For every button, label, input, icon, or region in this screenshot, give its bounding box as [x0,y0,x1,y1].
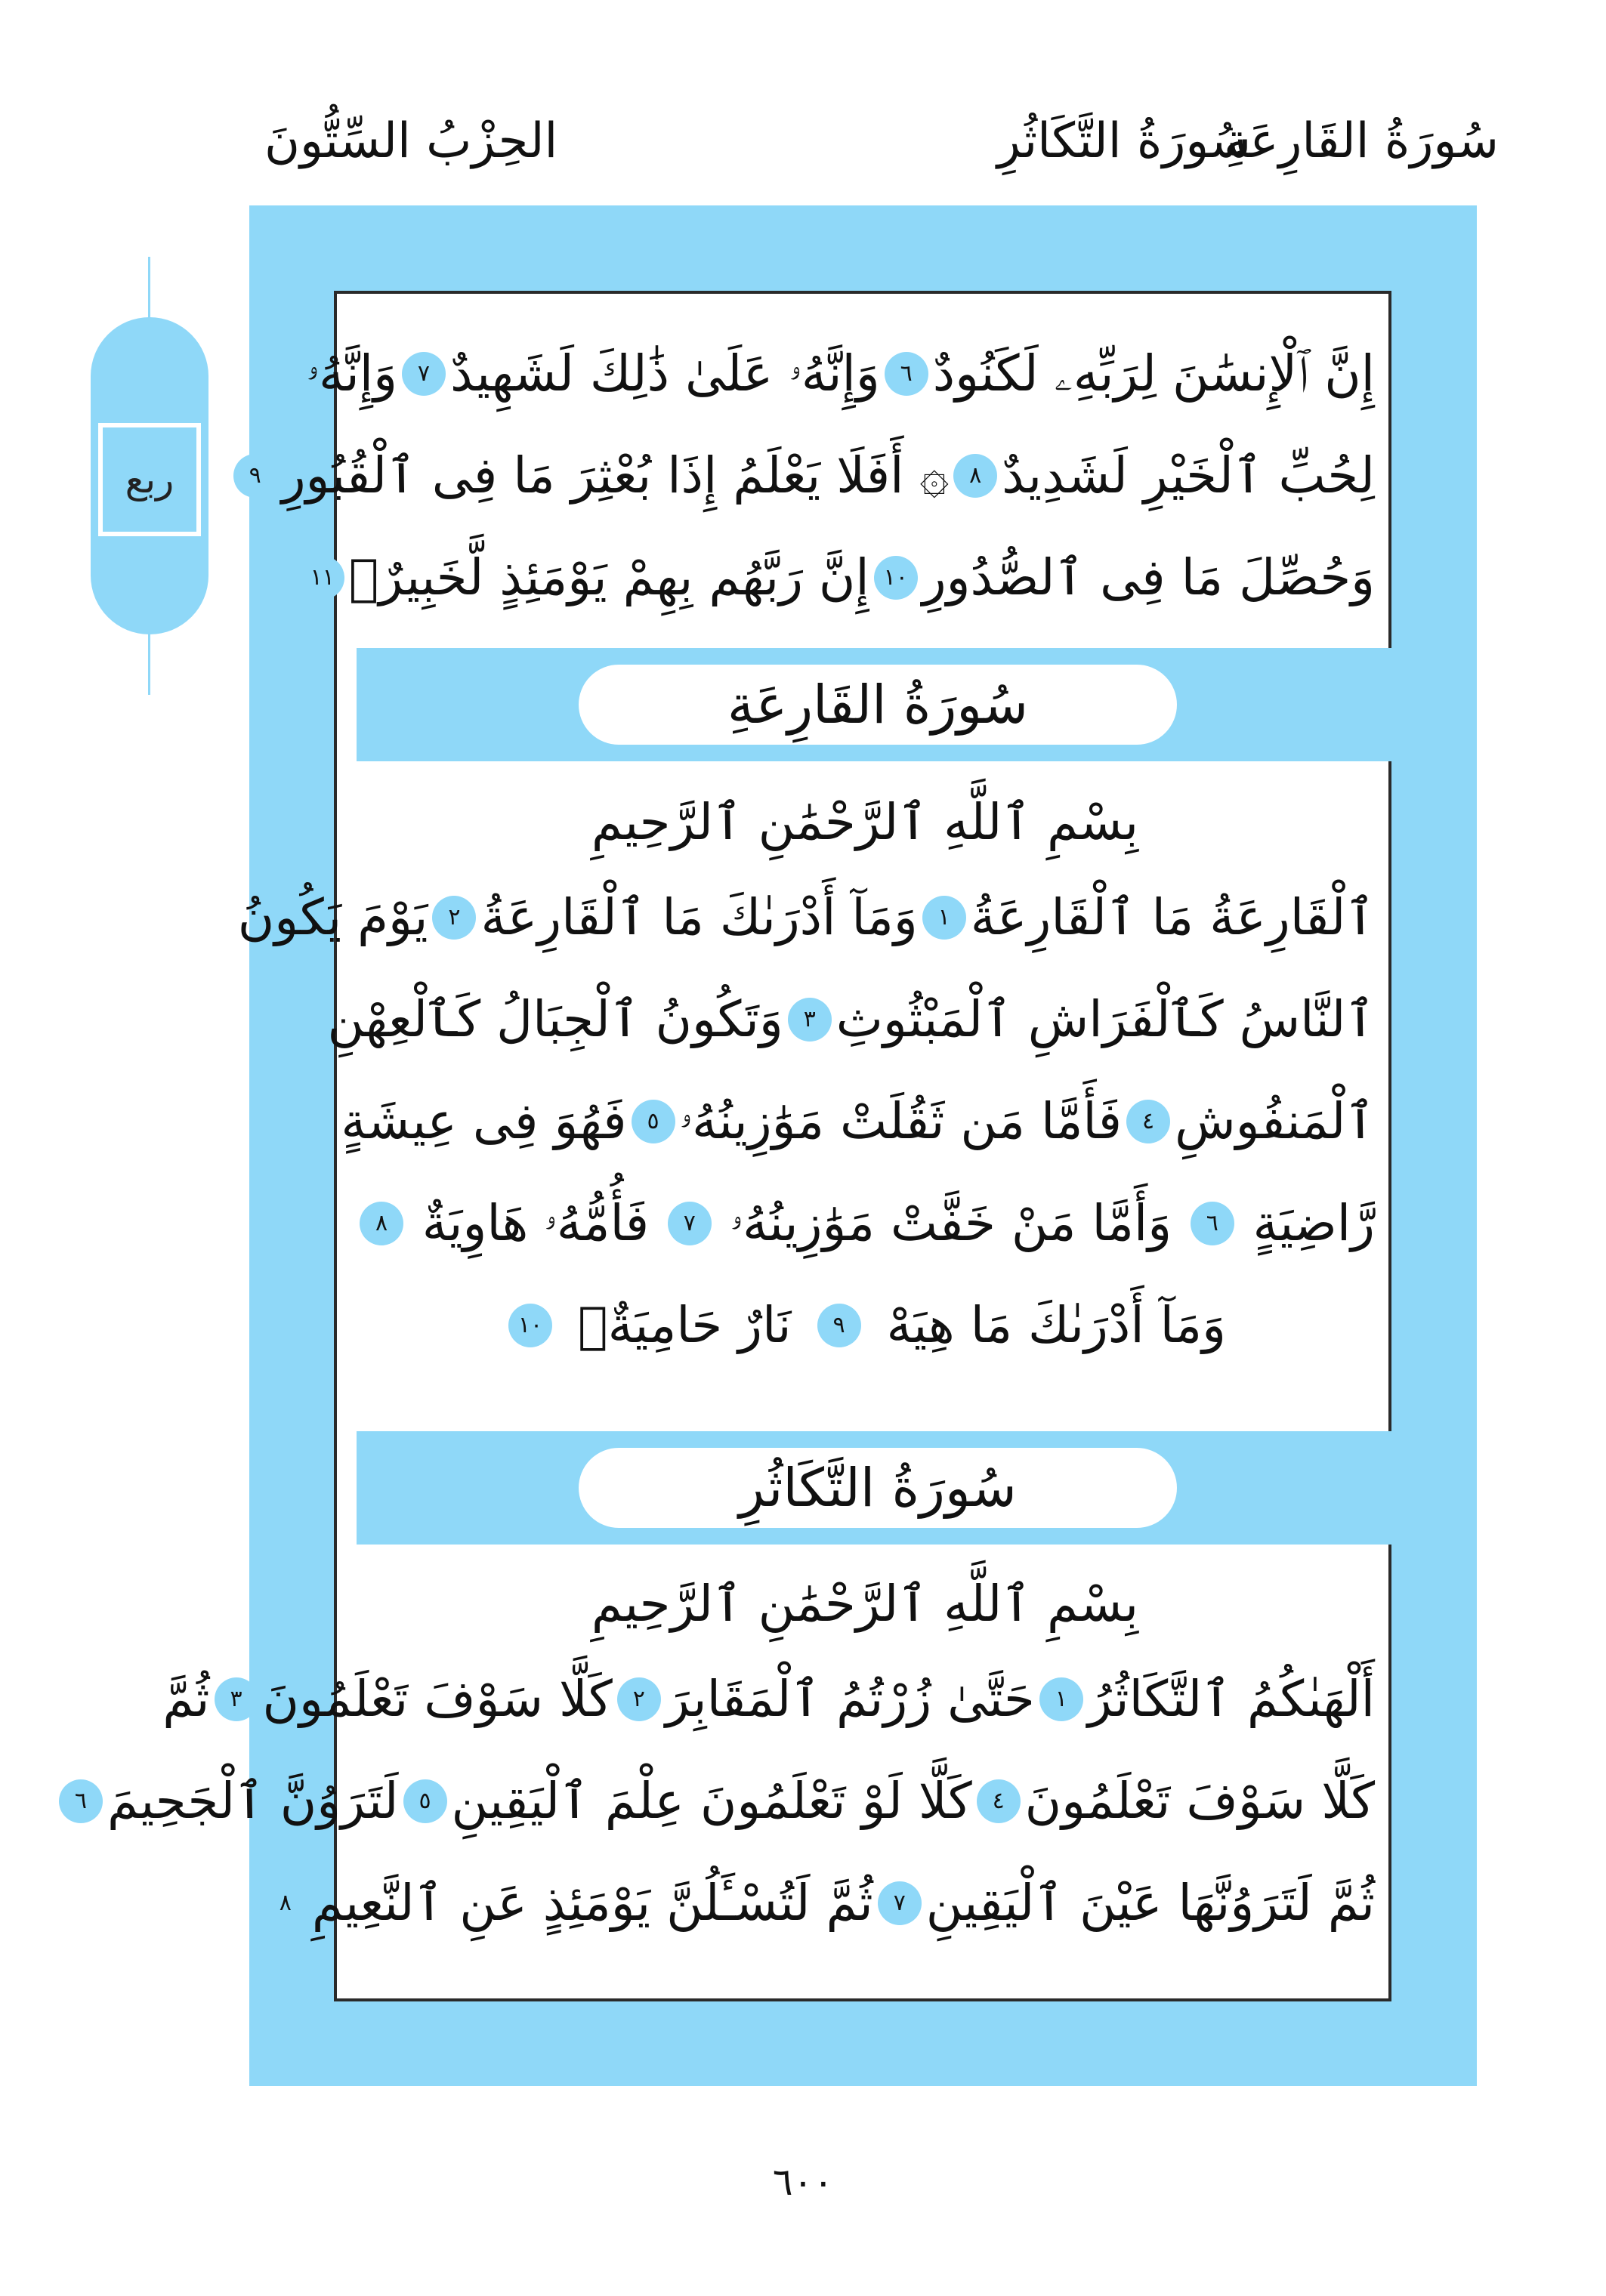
verse-text: وَمَآ أَدْرَىٰكَ مَا ٱلْقَارِعَةُ [480,888,918,946]
verse-text: إِنَّ ٱلْإِنسَٰنَ لِرَبِّهِۦ لَكَنُودٌ [932,344,1375,403]
ayah-number-marker: ٩ [817,1304,861,1347]
ayah-number-marker: ٦ [59,1779,103,1823]
ayah-number-marker: ١ [1039,1677,1083,1721]
takathur-line [162,1658,1375,1741]
ayah-number-marker: ٧ [878,1881,922,1925]
surah-banner-takathur [357,1431,1399,1545]
qariah-line [355,1182,1375,1265]
qariah-line [237,876,1375,959]
ayah-number-marker: ٥ [632,1100,675,1143]
verse-text: ٱلنَّاسُ كَٱلْفَرَاشِ ٱلْمَبْثُوثِ [835,990,1375,1048]
juz-title: الحِزْبُ السِّتُّونَ [264,113,558,169]
header-surah-takathur: سُورَةُ التَّكَاثُرِ [997,113,1252,169]
verse-text: فَأَمَّا مَن ثَقُلَتْ مَوَٰزِينُهُۥ [679,1092,1123,1150]
verse-text: وَمَآ أَدْرَىٰكَ مَا هِيَهْ [886,1296,1226,1354]
ayah-number-marker: ٧ [668,1202,712,1245]
ayah-number-marker: ٣ [215,1677,258,1721]
qariah-line [355,1284,1375,1367]
qariah-line [327,978,1375,1061]
adiyat-line [306,332,1375,415]
verse-text: كَلَّا سَوْفَ تَعْلَمُونَ [262,1670,613,1728]
ayah-number-marker: ٨ [360,1202,403,1245]
ayah-number-marker: ١١ [301,556,344,600]
header-surah-qariah: سُورَةُ القَارِعَةِ [1224,113,1499,169]
ayah-number-marker: ٤ [977,1779,1021,1823]
verse-text: أَلْهَىٰكُمُ ٱلتَّكَاثُرُ [1087,1670,1375,1728]
basmala: بِسْمِ ٱللَّهِ ٱلرَّحْمَٰنِ ٱلرَّحِيمِ [591,1575,1139,1633]
ayah-number-marker: ٧ [402,352,446,396]
verse-text: وَحُصِّلَ مَا فِى ٱلصُّدُورِ [922,548,1375,606]
verse-text: ۞ أَفَلَا يَعْلَمُ إِذَا بُعْثِرَ مَا فِى ٱلْقُبُورِ [281,446,950,505]
verse-text: كَلَّا لَوْ تَعْلَمُونَ عِلْمَ ٱلْيَقِينِ [451,1772,972,1830]
verse-text: لَتَرَوُنَّ ٱلْجَحِيمَ [107,1772,399,1830]
verse-text: نَارٌ حَامِيَةٌۢ [578,1296,792,1354]
adiyat-line [249,434,1375,517]
ayah-number-marker: ٨ [264,1881,307,1925]
verse-text: رَّاضِيَةٍ [1252,1194,1375,1252]
verse-text: فَأُمُّهُۥ هَاوِيَةٌ [422,1194,650,1252]
adiyat-line [310,536,1375,619]
verse-text: ٱلْمَنفُوشِ [1175,1092,1375,1150]
surah-banner-qariah [357,648,1399,761]
ayah-number-marker: ١ [922,896,966,940]
basmala: بِسْمِ ٱللَّهِ ٱلرَّحْمَٰنِ ٱلرَّحِيمِ [591,793,1139,851]
verse-text: حَتَّىٰ زُرْتُمُ ٱلْمَقَابِرَ [665,1670,1035,1728]
surah-title-takathur: سُورَةُ التَّكَاثُرِ [576,1445,1180,1531]
qariah-line [341,1080,1375,1163]
verse-text: إِنَّ رَبَّهُم بِهِمْ يَوْمَئِذٍ لَّخَبِيرٌۢ [348,548,869,606]
ayah-number-marker: ٦ [885,352,928,396]
ayah-number-marker: ٣ [788,998,832,1042]
ayah-number-marker: ٨ [953,454,997,498]
verse-text: كَلَّا سَوْفَ تَعْلَمُونَ [1024,1772,1375,1830]
verse-text: ثُمَّ [162,1670,210,1728]
ayah-number-marker: ٦ [1191,1202,1234,1245]
page-number: ٦٠٠ [772,2160,834,2204]
verse-text: لِحُبِّ ٱلْخَيْرِ لَشَدِيدٌ [1002,446,1375,505]
ayah-number-marker: ١٠ [508,1304,552,1347]
verse-text: ثُمَّ لَتُسْـَٔلُنَّ يَوْمَئِذٍ عَنِ ٱلنَّعِيمِ [311,1874,873,1932]
rub-label: ربع [98,423,201,536]
verse-text: وَتَكُونُ ٱلْجِبَالُ كَٱلْعِهْنِ [327,990,783,1048]
verse-text: وَأَمَّا مَنْ خَفَّتْ مَوَٰزِينُهُۥ [730,1194,1172,1252]
ayah-number-marker: ٩ [233,454,277,498]
takathur-line [279,1862,1375,1945]
verse-text: وَإِنَّهُۥ عَلَىٰ ذَٰلِكَ لَشَهِيدٌ [449,344,880,403]
ayah-number-marker: ٢ [432,896,476,940]
verse-text: ثُمَّ لَتَرَوُنَّهَا عَيْنَ ٱلْيَقِينِ [925,1874,1375,1932]
ayah-number-marker: ٥ [403,1779,447,1823]
verse-text: فَهُوَ فِى عِيشَةٍ [341,1092,627,1150]
takathur-line [74,1760,1375,1843]
ayah-number-marker: ٢ [617,1677,661,1721]
verse-text: وَإِنَّهُۥ [306,344,397,403]
ayah-number-marker: ٤ [1126,1100,1170,1143]
verse-text: ٱلْقَارِعَةُ مَا ٱلْقَارِعَةُ [970,888,1375,946]
surah-title-qariah: سُورَةُ القَارِعَةِ [576,662,1180,748]
ayah-number-marker: ١٠ [874,556,918,600]
verse-text: يَوْمَ يَكُونُ [237,888,428,946]
